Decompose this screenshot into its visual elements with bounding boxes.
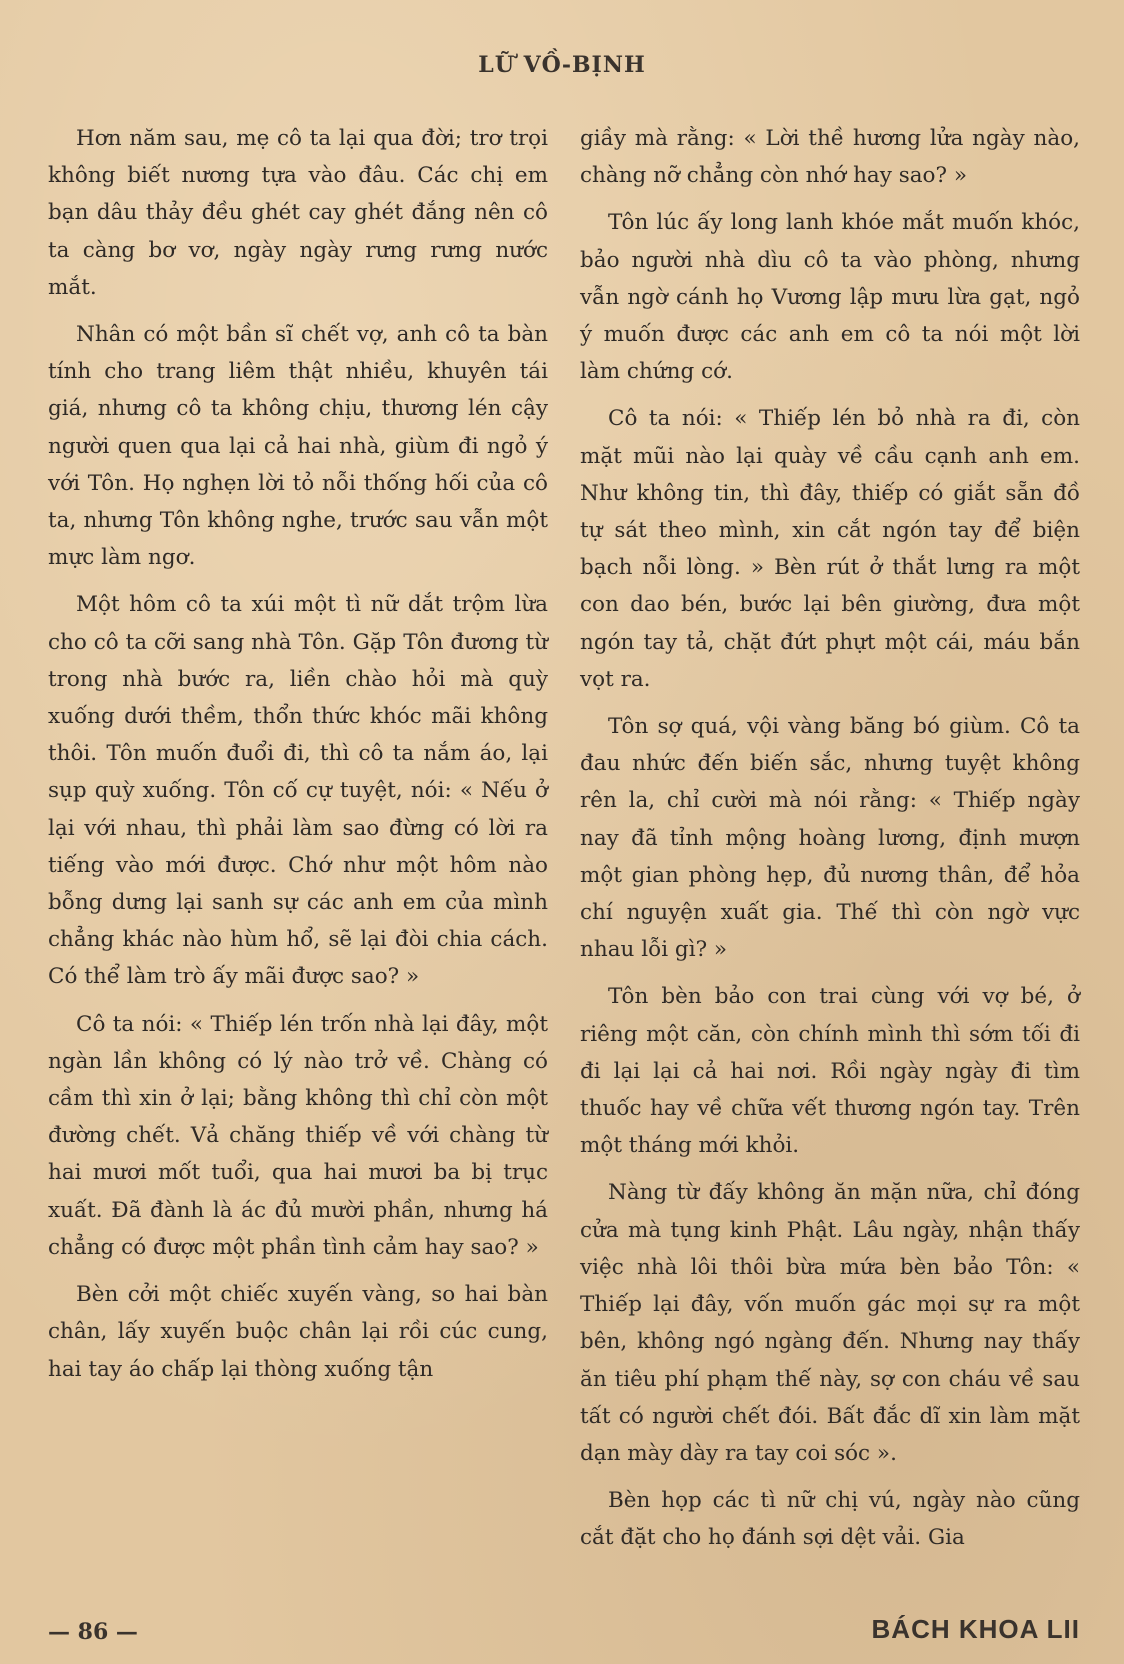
paragraph: Nhân có một bần sĩ chết vợ, anh cô ta bàn tính cho trang liêm thật nhiều, khuyên tái giá, nhưng cô ta không chịu, thương lén cậy người quen qua lại cả hai nhà, giùm đi ngỏ ý với Tôn. Họ nghẹn lời tỏ nỗi thống hối của cô ta, nhưng Tôn không nghe, trước sau vẫn một mực làm ngơ. xyxy=(48,322,548,571)
paragraph: Cô ta nói: « Thiếp lén bỏ nhà ra đi, còn mặt mũi nào lại quày về cầu cạnh anh em. Như không tin, thì đây, thiếp có giắt sẵn đồ tự sát theo mình, xin cắt ngón tay để biện bạch nỗi lòng. » Bèn rút ở thắt lưng ra một con dao bén, bước lại bên giường, đưa một ngón tay tả, chặt đứt phựt một cái, máu bắn vọt ra. xyxy=(580,406,1080,692)
running-head: LỮ VỒ-BỊNH xyxy=(478,52,646,78)
paragraph: Tôn lúc ấy long lanh khóe mắt muốn khóc, bảo người nhà dìu cô ta vào phòng, nhưng vẫn ngờ cánh họ Vương lập mưu lừa gạt, ngỏ ý muốn được các anh em cô ta nói một lời làm chứng cớ. xyxy=(580,210,1080,385)
left-column xyxy=(48,120,548,1398)
page-number: — 86 — xyxy=(48,1619,138,1645)
paragraph: Hơn năm sau, mẹ cô ta lại qua đời; trơ trọi không biết nương tựa vào đâu. Các chị em bạn dâu thảy đều ghét cay ghét đắng nên cô ta càng bơ vơ, ngày ngày rưng rưng nước mắt. xyxy=(48,126,548,300)
paragraph: Một hôm cô ta xúi một tì nữ dắt trộm lừa cho cô ta cỡi sang nhà Tôn. Gặp Tôn đương từ trong nhà bước ra, liền chào hỏi mà quỳ xuống dưới thềm, thổn thức khóc mãi không thôi. Tôn muốn đuổi đi, thì cô ta nắm áo, lại sụp quỳ xuống. Tôn cố cự tuyệt, nói: « Nếu ở lại với nhau, thì phải làm sao đừng có lời ra tiếng vào mới được. Chớ như một hôm nào bỗng dưng lại sanh sự các anh em của mình chẳng khác nào hùm hổ, sẽ lại đòi chia cách. Có thể làm trò ấy mãi được sao? » xyxy=(48,592,548,990)
paragraph: Cô ta nói: « Thiếp lén trốn nhà lại đây, một ngàn lần không có lý nào trở về. Chàng có cầm thì xin ở lại; bằng không thì chỉ còn một đường chết. Vả chăng thiếp về với chàng từ hai mươi mốt tuổi, qua hai mươi ba bị trục xuất. Đã đành là ác đủ mười phần, nhưng há chẳng có được một phần tình cảm hay sao? » xyxy=(48,1011,548,1260)
paragraph: Nàng từ đấy không ăn mặn nữa, chỉ đóng cửa mà tụng kinh Phật. Lâu ngày, nhận thấy việc nhà lôi thôi bừa mứa bèn bảo Tôn: « Thiếp lại đây, vốn muốn gác mọi sự ra một bên, không ngó ngàng đến. Nhưng nay thấy ăn tiêu phí phạm thế này, sợ con cháu về sau tất có người chết đói. Bất đắc dĩ xin làm mặt dạn mày dày ra tay coi sóc ». xyxy=(580,1180,1080,1466)
paragraph: Tôn sợ quá, vội vàng băng bó giùm. Cô ta đau nhức đến biến sắc, nhưng tuyệt không rên la, chỉ cười mà nói rằng: « Thiếp ngày nay đã tỉnh mộng hoàng lương, định mượn một gian phòng hẹp, đủ nương thân, để hỏa chí nguyện xuất gia. Thế thì còn ngờ vực nhau lỗi gì? » xyxy=(580,714,1080,963)
paragraph: Bèn cởi một chiếc xuyến vàng, so hai bàn chân, lấy xuyến buộc chân lại rồi cúc cung, hai tay áo chấp lại thòng xuống tận xyxy=(48,1282,548,1382)
paragraph: Tôn bèn bảo con trai cùng với vợ bé, ở riêng một căn, còn chính mình thì sớm tối đi đi lại lại cả hai nơi. Rồi ngày ngày đi tìm thuốc hay về chữa vết thương ngón tay. Trên một tháng mới khỏi. xyxy=(580,984,1080,1159)
publication-name: BÁCH KHOA LII xyxy=(871,1614,1080,1644)
paragraph-continuation: giầy mà rằng: « Lời thề hương lửa ngày nào, chàng nỡ chẳng còn nhớ hay sao? » xyxy=(580,126,1080,189)
paragraph: Bèn họp các tì nữ chị vú, ngày nào cũng cắt đặt cho họ đánh sợi dệt vải. Gia xyxy=(580,1488,1080,1551)
right-column xyxy=(580,120,1080,1567)
